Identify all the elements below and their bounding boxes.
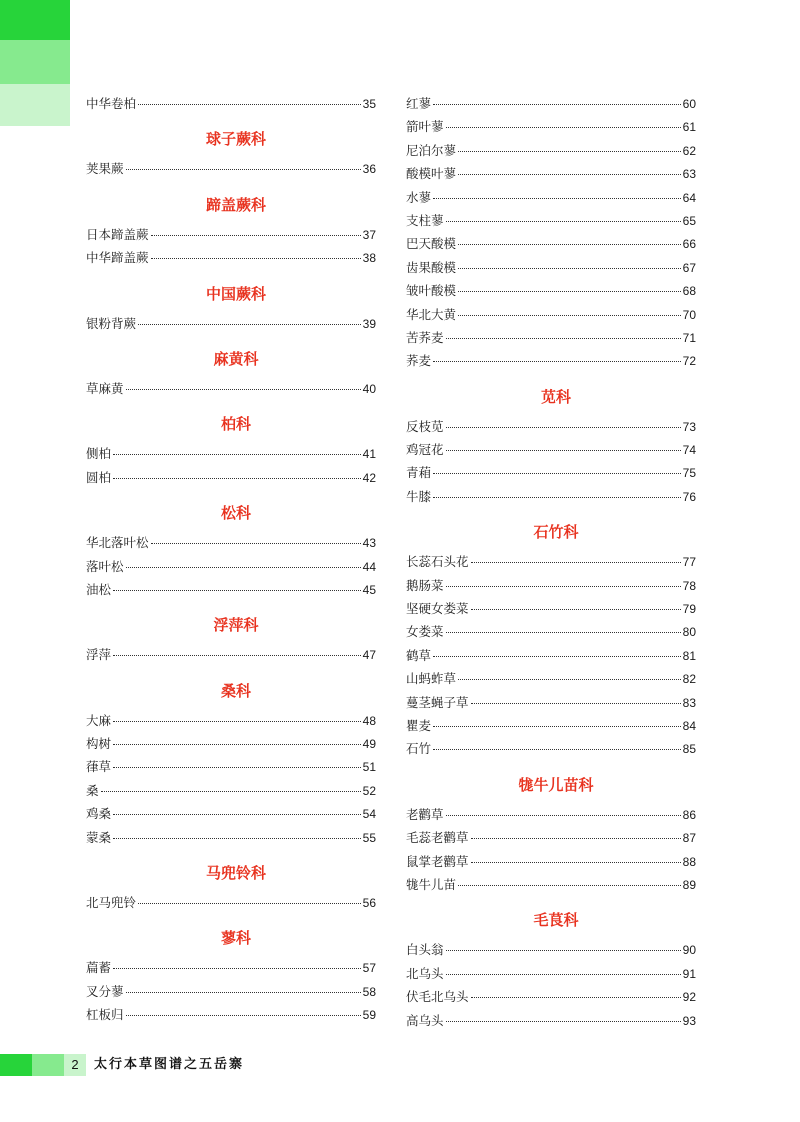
family-heading: 桑科 — [220, 681, 251, 700]
dot-leader — [151, 258, 361, 259]
dot-leader — [138, 903, 361, 904]
entry-page-number: 67 — [682, 260, 696, 275]
entry-page-number: 42 — [362, 470, 376, 485]
entry-page-number: 35 — [362, 97, 376, 111]
entry-page-number: 65 — [682, 213, 696, 228]
toc-entry[interactable] — [406, 326, 696, 349]
toc-entry[interactable] — [406, 962, 696, 985]
dot-leader — [433, 726, 681, 727]
toc-entry[interactable] — [406, 691, 696, 714]
dot-leader — [458, 174, 681, 175]
entry-page-number: 73 — [682, 419, 696, 434]
entry-name: 浮萍 — [86, 647, 112, 663]
dot-leader — [446, 127, 681, 128]
entry-name: 青葙 — [406, 465, 432, 481]
dot-leader — [433, 198, 681, 199]
entry-name: 长蕊石头花 — [406, 554, 469, 570]
family-heading: 浮萍科 — [213, 616, 259, 635]
entry-name: 白头翁 — [406, 942, 444, 958]
toc-entry[interactable] — [406, 938, 696, 961]
entry-name: 圆柏 — [86, 469, 112, 485]
entry-name: 老鹳草 — [406, 806, 444, 822]
toc-entry[interactable] — [406, 349, 696, 372]
entry-page-number: 41 — [362, 447, 376, 462]
toc-entry[interactable] — [406, 620, 696, 643]
entry-name: 女娄菜 — [406, 624, 444, 640]
family-heading: 麻黄科 — [213, 349, 259, 368]
entry-name: 水蓼 — [406, 189, 432, 205]
toc-entry[interactable] — [86, 826, 376, 849]
toc-entry[interactable] — [86, 157, 376, 180]
corner-tab-dark — [0, 0, 70, 40]
entry-name: 牻牛儿苗 — [406, 876, 457, 892]
dot-leader — [101, 791, 361, 792]
entry-page-number: 63 — [682, 167, 696, 182]
dot-leader — [113, 767, 361, 768]
dot-leader — [433, 497, 681, 498]
dot-leader — [458, 244, 681, 245]
toc-entry[interactable] — [406, 485, 696, 508]
dot-leader — [446, 427, 681, 428]
family-heading: 球子蕨科 — [205, 130, 266, 149]
toc-entry[interactable] — [406, 162, 696, 185]
dot-leader — [113, 838, 361, 839]
dot-leader — [433, 656, 681, 657]
dot-leader — [433, 749, 681, 750]
dot-leader — [446, 815, 681, 816]
dot-leader — [471, 609, 681, 610]
entry-page-number: 92 — [682, 990, 696, 1005]
toc-entry[interactable] — [86, 643, 376, 666]
book-title: 太行本草图谱之五岳寨 — [94, 1057, 245, 1072]
entry-page-number: 51 — [362, 760, 376, 775]
entry-page-number: 62 — [682, 143, 696, 158]
entry-name: 北马兜铃 — [86, 895, 137, 911]
entry-page-number: 47 — [362, 648, 376, 663]
page-number: 2 — [64, 1054, 86, 1076]
entry-page-number: 87 — [682, 831, 696, 846]
dot-leader — [446, 450, 681, 451]
toc-entry[interactable] — [406, 803, 696, 826]
entry-name: 鸡桑 — [86, 806, 112, 822]
entry-name: 银粉背蕨 — [86, 315, 137, 331]
family-heading: 石竹科 — [533, 523, 579, 542]
toc-entry[interactable] — [86, 755, 376, 778]
dot-leader — [471, 997, 681, 998]
entry-name: 巴天酸模 — [406, 236, 457, 252]
dot-leader — [126, 389, 361, 390]
entry-page-number: 88 — [682, 854, 696, 869]
entry-name: 侧柏 — [86, 446, 112, 462]
entry-name: 石竹 — [406, 741, 432, 757]
entry-page-number: 81 — [682, 648, 696, 663]
entry-page-number: 37 — [362, 227, 376, 242]
toc-entry[interactable] — [86, 709, 376, 732]
entry-name: 尼泊尔蓼 — [406, 142, 457, 158]
family-heading: 蹄盖蕨科 — [205, 195, 266, 214]
entry-page-number: 43 — [362, 536, 376, 551]
entry-name: 瞿麦 — [406, 717, 432, 733]
toc-entry[interactable] — [86, 891, 376, 914]
entry-name: 苦荞麦 — [406, 329, 444, 345]
entry-page-number: 91 — [682, 966, 696, 981]
entry-page-number: 68 — [682, 284, 696, 299]
entry-page-number: 49 — [362, 737, 376, 752]
entry-page-number: 38 — [362, 251, 376, 266]
entry-name: 中华卷柏 — [86, 96, 137, 111]
family-heading: 中国蕨科 — [205, 284, 266, 303]
entry-page-number: 54 — [362, 807, 376, 822]
dot-leader — [458, 679, 681, 680]
entry-page-number: 39 — [362, 316, 376, 331]
toc-entry[interactable] — [86, 531, 376, 554]
entry-page-number: 60 — [682, 97, 696, 111]
dot-leader — [433, 104, 681, 105]
corner-tab-mid — [0, 40, 70, 84]
dot-leader — [138, 104, 361, 105]
entry-name: 鸡冠花 — [406, 442, 444, 458]
entry-name: 落叶松 — [86, 558, 124, 574]
dot-leader — [113, 814, 361, 815]
toc-entry[interactable] — [406, 597, 696, 620]
dot-leader — [113, 454, 361, 455]
footer-bar-dark — [0, 1054, 32, 1076]
toc-entry[interactable] — [406, 415, 696, 438]
toc-entry[interactable] — [406, 550, 696, 573]
toc-entry[interactable] — [406, 303, 696, 326]
entry-name: 桑 — [86, 782, 99, 798]
dot-leader — [446, 586, 681, 587]
dot-leader — [471, 838, 681, 839]
entry-name: 高乌头 — [406, 1012, 444, 1028]
family-heading: 毛茛科 — [533, 911, 579, 930]
entry-name: 杠板归 — [86, 1007, 124, 1023]
dot-leader — [433, 361, 681, 362]
family-heading: 马兜铃科 — [205, 864, 266, 883]
family-heading: 柏科 — [220, 415, 251, 434]
entry-name: 伏毛北乌头 — [406, 989, 469, 1005]
entry-page-number: 83 — [682, 695, 696, 710]
toc-entry[interactable] — [406, 714, 696, 737]
entry-page-number: 61 — [682, 120, 696, 135]
toc-entry[interactable] — [86, 312, 376, 335]
dot-leader — [113, 744, 361, 745]
dot-leader — [471, 562, 681, 563]
entry-name: 叉分蓼 — [86, 983, 124, 999]
entry-name: 华北大黄 — [406, 306, 457, 322]
toc-entry[interactable] — [86, 732, 376, 755]
entry-page-number: 40 — [362, 381, 376, 396]
dot-leader — [446, 1021, 681, 1022]
toc-entry[interactable] — [406, 574, 696, 597]
dot-leader — [113, 968, 361, 969]
entry-name: 鼠掌老鹳草 — [406, 853, 469, 869]
dot-leader — [458, 885, 681, 886]
toc-entry[interactable] — [406, 1009, 696, 1032]
toc-entry[interactable] — [406, 139, 696, 162]
entry-name: 坚硬女娄菜 — [406, 601, 469, 617]
entry-name: 牛膝 — [406, 488, 432, 504]
entry-name: 大麻 — [86, 712, 112, 728]
family-heading: 蓼科 — [220, 929, 251, 948]
dot-leader — [458, 291, 681, 292]
toc-entry[interactable] — [86, 956, 376, 979]
toc-entry[interactable] — [406, 737, 696, 760]
dot-leader — [113, 721, 361, 722]
entry-page-number: 75 — [682, 466, 696, 481]
dot-leader — [433, 473, 681, 474]
entry-page-number: 64 — [682, 190, 696, 205]
entry-name: 齿果酸模 — [406, 259, 457, 275]
entry-name: 山蚂蚱草 — [406, 671, 457, 687]
entry-page-number: 55 — [362, 830, 376, 845]
entry-page-number: 78 — [682, 578, 696, 593]
toc-entry[interactable] — [86, 555, 376, 578]
dot-leader — [126, 1015, 361, 1016]
toc-entry[interactable] — [86, 779, 376, 802]
entry-page-number: 86 — [682, 807, 696, 822]
entry-name: 蒙桑 — [86, 829, 112, 845]
toc-entry[interactable] — [86, 802, 376, 825]
entry-name: 油松 — [86, 581, 112, 597]
footer-bar-mid — [32, 1054, 64, 1076]
entry-page-number: 90 — [682, 943, 696, 958]
entry-page-number: 79 — [682, 602, 696, 617]
dot-leader — [446, 974, 681, 975]
toc-entry[interactable] — [86, 466, 376, 489]
family-heading: 苋科 — [540, 387, 571, 406]
entry-page-number: 44 — [362, 559, 376, 574]
entry-name: 蔓茎蝇子草 — [406, 694, 469, 710]
dot-leader — [151, 235, 361, 236]
entry-name: 萹蓄 — [86, 960, 112, 976]
entry-name: 皱叶酸模 — [406, 283, 457, 299]
entry-name: 华北落叶松 — [86, 535, 149, 551]
family-heading: 牻牛儿苗科 — [518, 775, 594, 794]
entry-page-number: 77 — [682, 555, 696, 570]
entry-name: 鹤草 — [406, 647, 432, 663]
dot-leader — [446, 338, 681, 339]
entry-page-number: 59 — [362, 1008, 376, 1023]
family-heading: 松科 — [220, 504, 251, 523]
entry-page-number: 71 — [682, 330, 696, 345]
toc-entry[interactable] — [406, 279, 696, 302]
entry-page-number: 45 — [362, 582, 376, 597]
entry-page-number: 36 — [362, 162, 376, 177]
toc-entry[interactable] — [86, 223, 376, 246]
dot-leader — [458, 151, 681, 152]
entry-name: 毛蕊老鹳草 — [406, 830, 469, 846]
entry-page-number: 80 — [682, 625, 696, 640]
toc-entry[interactable] — [86, 377, 376, 400]
entry-page-number: 66 — [682, 237, 696, 252]
entry-page-number: 89 — [682, 877, 696, 892]
entry-name: 草麻黄 — [86, 380, 124, 396]
entry-page-number: 76 — [682, 489, 696, 504]
entry-page-number: 70 — [682, 307, 696, 322]
dot-leader — [151, 543, 361, 544]
toc-entry[interactable] — [406, 826, 696, 849]
entry-name: 反枝苋 — [406, 418, 444, 434]
toc-entry[interactable] — [406, 985, 696, 1008]
toc-entry[interactable] — [406, 438, 696, 461]
dot-leader — [126, 567, 361, 568]
entry-page-number: 93 — [682, 1013, 696, 1028]
dot-leader — [446, 632, 681, 633]
toc-entry[interactable] — [406, 873, 696, 896]
toc-entry[interactable] — [406, 115, 696, 138]
toc-entry[interactable] — [406, 644, 696, 667]
toc-entry[interactable] — [86, 246, 376, 269]
entry-name: 构树 — [86, 736, 112, 752]
entry-name: 北乌头 — [406, 965, 444, 981]
entry-name: 葎草 — [86, 759, 112, 775]
entry-page-number: 52 — [362, 783, 376, 798]
entry-name: 日本蹄盖蕨 — [86, 226, 149, 242]
dot-leader — [471, 703, 681, 704]
entry-page-number: 74 — [682, 443, 696, 458]
dot-leader — [113, 655, 361, 656]
entry-page-number: 85 — [682, 742, 696, 757]
entry-page-number: 48 — [362, 713, 376, 728]
entry-name: 鹅肠菜 — [406, 577, 444, 593]
dot-leader — [126, 169, 361, 170]
dot-leader — [138, 324, 361, 325]
entry-page-number: 72 — [682, 354, 696, 369]
dot-leader — [126, 992, 361, 993]
entry-name: 酸模叶蓼 — [406, 166, 457, 182]
toc-entry[interactable] — [406, 461, 696, 484]
dot-leader — [446, 950, 681, 951]
dot-leader — [113, 590, 361, 591]
entry-name: 中华蹄盖蕨 — [86, 250, 149, 266]
toc-entry[interactable] — [406, 850, 696, 873]
entry-name: 支柱蓼 — [406, 212, 444, 228]
toc-entry[interactable] — [86, 578, 376, 601]
dot-leader — [446, 221, 681, 222]
entry-page-number: 57 — [362, 961, 376, 976]
toc-entry[interactable] — [86, 92, 376, 115]
entry-name: 荚果蕨 — [86, 161, 124, 177]
toc-right-column — [406, 92, 696, 1032]
dot-leader — [113, 478, 361, 479]
dot-leader — [458, 268, 681, 269]
entry-page-number: 84 — [682, 718, 696, 733]
entry-name: 荞麦 — [406, 353, 432, 369]
entry-name: 红蓼 — [406, 96, 432, 111]
dot-leader — [471, 862, 681, 863]
entry-page-number: 58 — [362, 984, 376, 999]
entry-page-number: 56 — [362, 896, 376, 911]
toc-left-column — [86, 92, 376, 1027]
toc-entry[interactable] — [86, 442, 376, 465]
corner-tab-light — [0, 84, 70, 126]
toc-entry[interactable] — [406, 232, 696, 255]
toc-entry[interactable] — [86, 1003, 376, 1026]
toc-entry[interactable] — [86, 980, 376, 1003]
entry-page-number: 82 — [682, 672, 696, 687]
toc-entry[interactable] — [406, 186, 696, 209]
toc-entry[interactable] — [406, 667, 696, 690]
entry-name: 箭叶蓼 — [406, 119, 444, 135]
toc-entry[interactable] — [406, 92, 696, 115]
dot-leader — [458, 315, 681, 316]
toc-entry[interactable] — [406, 256, 696, 279]
toc-entry[interactable] — [406, 209, 696, 232]
